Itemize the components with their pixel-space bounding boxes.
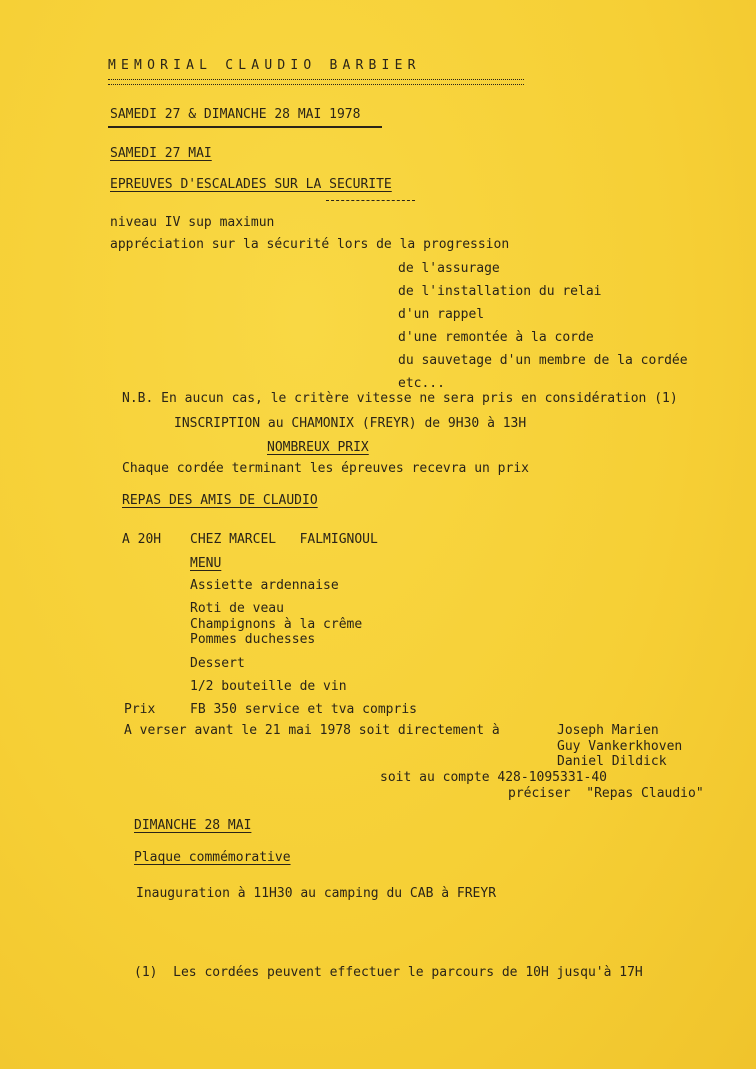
menu-item: Pommes duchesses bbox=[190, 632, 316, 647]
document-title: MEMORIAL CLAUDIO BARBIER bbox=[108, 58, 421, 73]
contact-name: Guy Vankerkhoven bbox=[557, 739, 683, 754]
criterion-item: du sauvetage d'un membre de la cordée bbox=[398, 353, 688, 368]
contact-name: Daniel Dildick bbox=[557, 754, 667, 769]
plaque-heading: Plaque commémorative bbox=[134, 850, 291, 865]
criterion-item: d'une remontée à la corde bbox=[398, 330, 594, 345]
menu-heading: MENU bbox=[190, 556, 222, 571]
assessment-line: appréciation sur la sécurité lors de la progression bbox=[110, 237, 510, 252]
dinner-heading: REPAS DES AMIS DE CLAUDIO bbox=[122, 493, 318, 508]
heading-dashes bbox=[326, 200, 415, 201]
payment-reference: préciser "Repas Claudio" bbox=[508, 786, 704, 801]
registration-line: INSCRIPTION au CHAMONIX (FREYR) de 9H30 à 13H bbox=[174, 416, 527, 431]
sunday-heading: DIMANCHE 28 MAI bbox=[134, 818, 252, 833]
criterion-item: d'un rappel bbox=[398, 307, 485, 322]
dates-underline bbox=[108, 126, 382, 128]
menu-item: Roti de veau bbox=[190, 601, 284, 616]
climbing-events-heading: EPREUVES D'ESCALADES SUR LA SECURITE bbox=[110, 177, 392, 192]
price-value: FB 350 service et tva compris bbox=[190, 702, 417, 717]
speed-note: N.B. En aucun cas, le critère vitesse ne sera pris en considération (1) bbox=[122, 391, 678, 406]
inauguration-line: Inauguration à 11H30 au camping du CAB à FREYR bbox=[136, 886, 497, 901]
event-dates: SAMEDI 27 & DIMANCHE 28 MAI 1978 bbox=[110, 107, 361, 122]
dinner-time: A 20H bbox=[122, 532, 162, 547]
price-label: Prix bbox=[124, 702, 156, 717]
menu-item: Champignons à la crême bbox=[190, 617, 363, 632]
bank-account: soit au compte 428-1095331-40 bbox=[380, 770, 607, 785]
menu-item: Assiette ardennaise bbox=[190, 578, 339, 593]
menu-item: 1/2 bouteille de vin bbox=[190, 679, 347, 694]
saturday-heading: SAMEDI 27 MAI bbox=[110, 146, 212, 161]
prizes-text: Chaque cordée terminant les épreuves recevra un prix bbox=[122, 461, 529, 476]
contact-name: Joseph Marien bbox=[557, 723, 659, 738]
level-line: niveau IV sup maximun bbox=[110, 215, 275, 230]
prizes-heading: NOMBREUX PRIX bbox=[267, 440, 369, 455]
criterion-item: de l'installation du relai bbox=[398, 284, 602, 299]
footnote: (1) Les cordées peuvent effectuer le parcours de 10H jusqu'à 17H bbox=[134, 965, 643, 980]
dinner-place: CHEZ MARCEL FALMIGNOUL bbox=[190, 532, 378, 547]
title-double-rule bbox=[108, 79, 524, 85]
payment-text: A verser avant le 21 mai 1978 soit directement à bbox=[124, 723, 500, 738]
criterion-item: de l'assurage bbox=[398, 261, 500, 276]
criterion-item: etc... bbox=[398, 376, 445, 391]
menu-item: Dessert bbox=[190, 656, 245, 671]
